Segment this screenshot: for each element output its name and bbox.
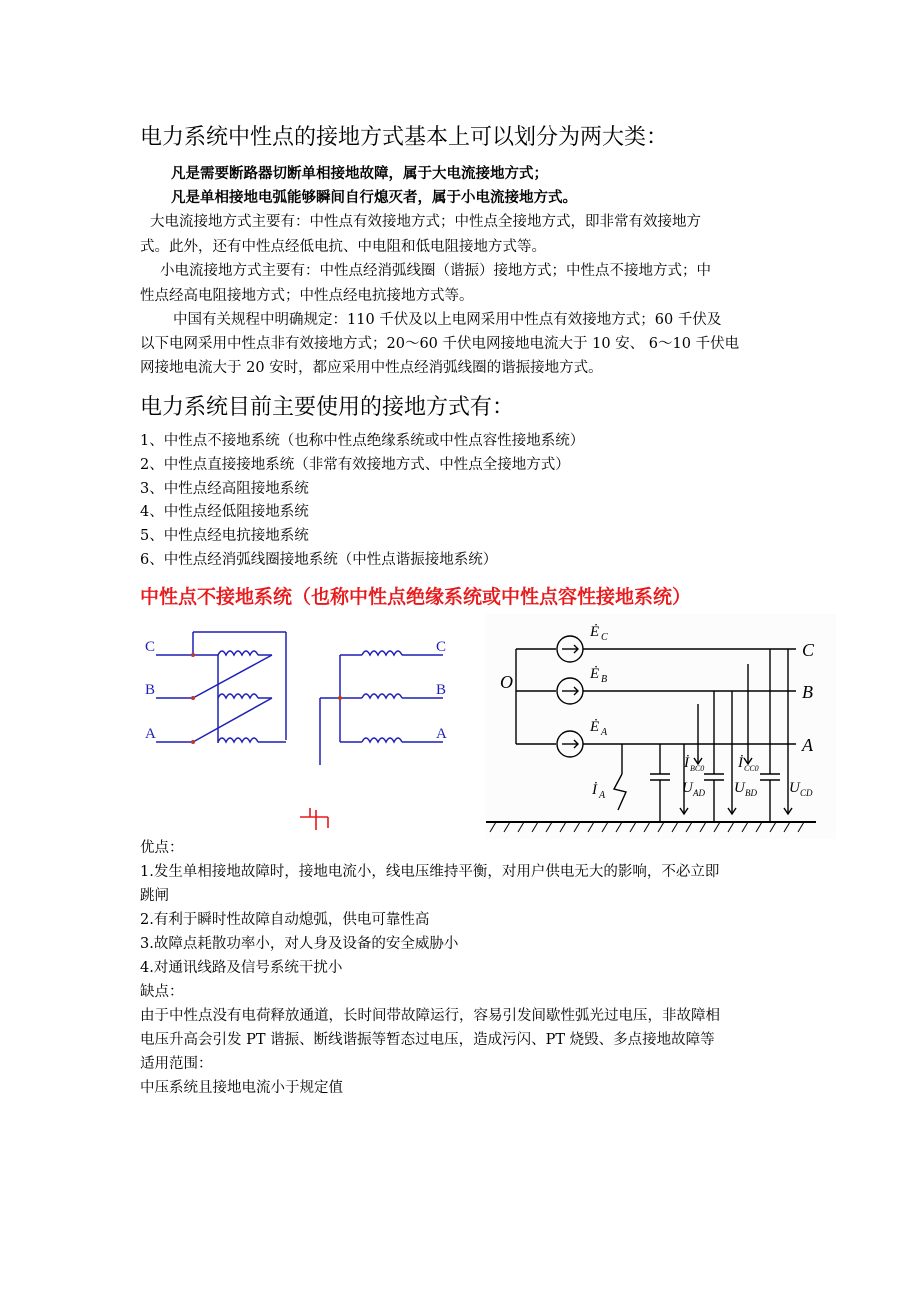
- coil-c-left: [218, 651, 258, 655]
- para-regulation-line3: 网接地电流大于 20 安时，都应采用中性点经消弧线圈的谐振接地方式。: [140, 360, 603, 376]
- coil-a-left: [218, 738, 258, 742]
- label-ucd-sub: CD: [800, 788, 813, 798]
- cons-line2: 电压升高会引发 PT 谐振、断线谐振等暂态过电压，造成污闪、PT 烧毁、多点接地故障等: [140, 1032, 715, 1048]
- pros-item-1-line2: 跳闸: [140, 888, 169, 904]
- label-ec-sub: C: [601, 632, 608, 643]
- label-icc0-sub: CC0: [744, 764, 759, 773]
- coil-b-left: [218, 694, 258, 698]
- label-ec: Ė: [590, 624, 600, 640]
- label-icc0: İ: [738, 755, 743, 771]
- method-item-6: 6、中性点经消弧线圈接地系统（中性点谐振接地系统）: [140, 552, 498, 568]
- label-ea-sub: A: [601, 727, 608, 738]
- label-phase-a: A: [802, 735, 813, 755]
- method-item-1: 1、中性点不接地系统（也称中性点绝缘系统或中性点容性接地系统）: [140, 433, 585, 449]
- para-small-current-line1: 小电流接地方式主要有：中性点经消弧线圈（谐振）接地方式；中性点不接地方式；中: [160, 263, 711, 279]
- heading-main-methods: 电力系统目前主要使用的接地方式有：: [140, 395, 515, 420]
- label-phase-c: C: [802, 640, 815, 660]
- label-ia-sub: A: [599, 790, 606, 801]
- pros-item-2: 2.有利于瞬时性故障自动熄弧，供电可靠性高: [140, 912, 430, 928]
- label-ia: İ: [592, 782, 597, 798]
- bold-line-small-current: 凡是单相接地电弧能够瞬间自行熄灭者，属于小电流接地方式。: [171, 189, 577, 206]
- pros-item-4: 4.对通讯线路及信号系统干扰小: [140, 960, 343, 976]
- red-heading-ungrounded: 中性点不接地系统（也称中性点绝缘系统或中性点容性接地系统）: [140, 586, 692, 608]
- right-label-b: B: [436, 682, 447, 698]
- pros-item-1-line1: 1.发生单相接地故障时，接地电流小，线电压维持平衡，对用户供电无大的影响，不必立即: [140, 864, 720, 880]
- transformer-winding-diagram: [138, 620, 468, 840]
- pros-title: 优点：: [140, 840, 184, 856]
- coil-a-right: [362, 738, 402, 742]
- label-ubd: U: [734, 780, 745, 796]
- label-ibc0: İ: [684, 755, 689, 771]
- left-label-c: C: [145, 639, 156, 655]
- label-eb: Ė: [590, 666, 600, 682]
- label-ibc0-sub: BC0: [690, 764, 705, 773]
- para-large-current-line2: 式。此外，还有中性点经低电抗、中电阻和低电阻接地方式等。: [140, 239, 546, 255]
- bold-line-large-current: 凡是需要断路器切断单相接地故障，属于大电流接地方式；: [171, 165, 548, 182]
- label-ea: Ė: [590, 719, 600, 735]
- label-o: O: [500, 672, 513, 692]
- ground-symbol-icon: [300, 808, 328, 830]
- right-label-a: A: [436, 726, 447, 742]
- cons-title: 缺点：: [140, 984, 184, 1000]
- three-phase-circuit-diagram: [486, 614, 836, 839]
- heading-grounding-types: 电力系统中性点的接地方式基本上可以划分为两大类：: [140, 125, 669, 150]
- coil-b-right: [362, 694, 402, 698]
- para-regulation-line1: 中国有关规程中明确规定：110 千伏及以上电网采用中性点有效接地方式；60 千伏及: [173, 312, 722, 328]
- label-eb-sub: B: [601, 674, 608, 685]
- label-phase-b: B: [802, 682, 813, 702]
- method-item-3: 3、中性点经高阻接地系统: [140, 481, 309, 497]
- label-ucd: U: [789, 780, 800, 796]
- left-label-b: B: [145, 682, 156, 698]
- label-uad: U: [682, 780, 693, 796]
- label-ubd-sub: BD: [745, 788, 757, 798]
- right-label-c: C: [436, 639, 447, 655]
- para-regulation-line2: 以下电网采用中性点非有效接地方式；20～60 千伏电网接地电流大于 10 安、 6～10 千伏电: [140, 336, 740, 352]
- method-item-5: 5、中性点经电抗接地系统: [140, 528, 309, 544]
- left-label-a: A: [145, 726, 156, 742]
- scope-title: 适用范围：: [140, 1056, 213, 1072]
- method-item-2: 2、中性点直接接地系统（非常有效接地方式、中性点全接地方式）: [140, 457, 570, 473]
- scope-text: 中压系统且接地电流小于规定值: [140, 1080, 343, 1096]
- coil-c-right: [362, 651, 402, 655]
- cons-line1: 由于中性点没有电荷释放通道，长时间带故障运行，容易引发间歇性弧光过电压，非故障相: [140, 1008, 720, 1024]
- pros-item-3: 3.故障点耗散功率小，对人身及设备的安全威胁小: [140, 936, 459, 952]
- para-large-current-line1: 大电流接地方式主要有：中性点有效接地方式；中性点全接地方式，即非常有效接地方: [150, 214, 701, 230]
- para-small-current-line2: 性点经高电阻接地方式；中性点经电抗接地方式等。: [140, 288, 474, 304]
- method-item-4: 4、中性点经低阻接地系统: [140, 504, 309, 520]
- label-uad-sub: AD: [693, 788, 705, 798]
